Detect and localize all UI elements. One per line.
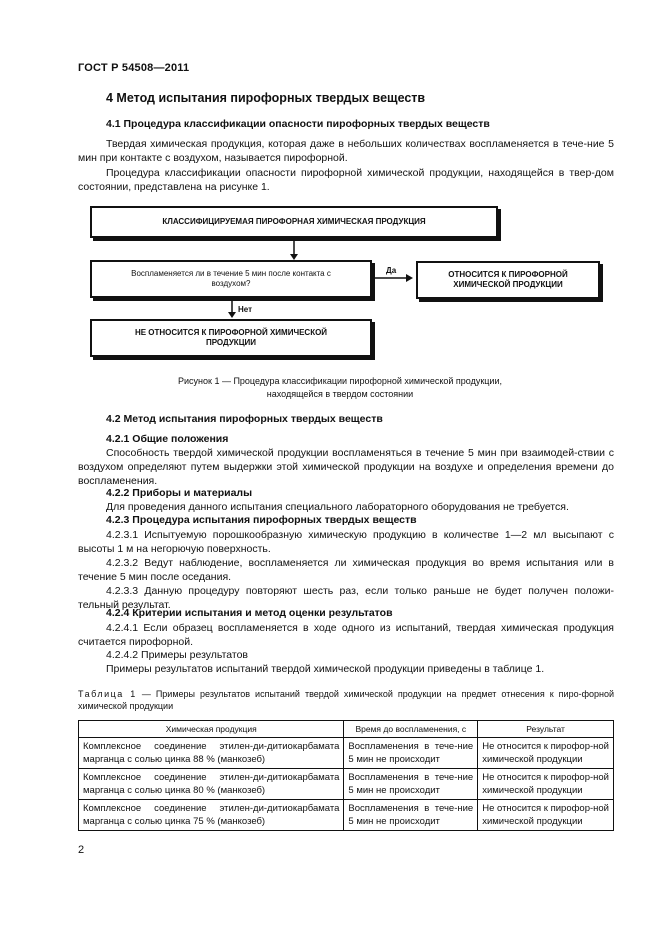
table-1-caption: [78, 688, 614, 712]
flow-label-yes: Да: [386, 266, 397, 275]
section-4-2-2-title: 4.2.2 Приборы и материалы: [106, 487, 253, 499]
page-number: 2: [78, 844, 85, 856]
figure-caption-line-2: находящейся в твердом состоянии: [266, 389, 414, 399]
arrowhead-question-to-no: [228, 312, 236, 318]
flow-box-question: [90, 260, 372, 298]
paragraph-equipment: Для проведения данного испытания специального лабораторного оборудования не требуется.: [106, 501, 569, 513]
paragraph-pyrophoric-definition: Твердая химическая продукция, которая даже в небольших количествах воспламеняется в тече-ние 5 мин при контакте с воздухом, называется пирофорной.: [78, 138, 614, 164]
paragraph-4-2-4-1: 4.2.4.1 Если образец воспламеняется в ходе одного из испытаний, твердая химическая продукция считается пирофорной.: [78, 622, 614, 648]
table-cell-ignition-time: Воспламенения в тече-ние 5 мин не происходит: [344, 738, 478, 769]
results-table: [78, 720, 614, 831]
section-4-1-title: 4.1 Процедура классификации опасности пирофорных твердых веществ: [106, 118, 490, 130]
table-header-ignition-time: Время до воспламенения, с: [344, 721, 478, 738]
section-4-2-4-title: 4.2.4 Критерии испытания и метод оценки результатов: [106, 607, 393, 619]
flow-box-is-pyrophoric: [416, 261, 600, 299]
paragraph-4-2-4-2-title: 4.2.4.2 Примеры результатов: [106, 649, 248, 661]
flow-label-no: Нет: [238, 305, 253, 314]
flow-box-not-pyrophoric: [90, 319, 372, 357]
flow-box-classified-product: КЛАССИФИЦИРУЕМАЯ ПИРОФОРНАЯ ХИМИЧЕСКАЯ ПРОДУКЦИЯ: [90, 206, 498, 238]
paragraph-examples: Примеры результатов испытаний твердой химической продукции приведены в таблице 1.: [106, 663, 545, 675]
table-cell-result: Не относится к пирофор-ной химической продукции: [478, 738, 614, 769]
flow-question-text: Воспламеняется ли в течение 5 мин после контакта с воздухом?: [131, 269, 331, 288]
paragraph-4-2-3-2: 4.2.3.2 Ведут наблюдение, воспламеняется ли химическая продукция во время испытания или в течение 5 мин после оседания.: [78, 557, 614, 583]
figure-caption: [140, 375, 540, 401]
table-cell-product: Комплексное соединение этилен-ди-дитиокарбамата марганца с солью цинка 80 % (манкозеб): [79, 769, 344, 800]
flow-no-result-text: НЕ ОТНОСИТСЯ К ПИРОФОРНОЙ ХИМИЧЕСКОЙ ПРОДУКЦИИ: [134, 328, 328, 347]
table-cell-product: Комплексное соединение этилен-ди-дитиокарбамата марганца с солью цинка 75 % (манкозеб): [79, 800, 344, 831]
table-row: [79, 738, 614, 769]
section-4-title: 4 Метод испытания пирофорных твердых веществ: [106, 91, 426, 105]
table-header-result: Результат: [478, 721, 614, 738]
table-row: [79, 769, 614, 800]
paragraph-general-provisions: Способность твердой химической продукции воспламеняться в течение 5 мин при взаимодей-ствии с воздухом определяют путем выдержки этой химической продукции на воздухе и определения времени до воспламенения.: [78, 447, 614, 487]
table-1-label: Таблица 1: [78, 689, 137, 699]
section-4-2-title: 4.2 Метод испытания пирофорных твердых веществ: [106, 413, 383, 425]
table-cell-ignition-time: Воспламенения в тече-ние 5 мин не происходит: [344, 769, 478, 800]
table-cell-result: Не относится к пирофор-ной химической продукции: [478, 800, 614, 831]
section-4-2-1-title: 4.2.1 Общие положения: [106, 433, 229, 445]
table-1-caption-text: — Примеры результатов испытаний твердой химической продукции на предмет отнесения к пиро-форной химической продукции: [78, 689, 614, 711]
table-cell-result: Не относится к пирофор-ной химической продукции: [478, 769, 614, 800]
table-row: [79, 800, 614, 831]
table-cell-product: Комплексное соединение этилен-ди-дитиокарбамата марганца с солью цинка 88 % (манкозеб): [79, 738, 344, 769]
figure-caption-line-1: Рисунок 1 — Процедура классификации пирофорной химической продукции,: [178, 376, 502, 386]
section-4-2-3-title: 4.2.3 Процедура испытания пирофорных твердых веществ: [106, 514, 417, 526]
paragraph-4-2-3-3: 4.2.3.3 Данную процедуру повторяют шесть раз, если только раньше не будет получен положи-тельный результат.: [78, 585, 614, 611]
standard-number: ГОСТ Р 54508—2011: [78, 62, 190, 74]
table-cell-ignition-time: Воспламенения в тече-ние 5 мин не происходит: [344, 800, 478, 831]
table-header-row: [79, 721, 614, 738]
paragraph-procedure-intro: Процедура классификации опасности пирофорной химической продукции, находящейся в твер-дом состоянии, представлена на рисунке 1.: [78, 167, 614, 193]
arrowhead-question-to-yes: [406, 274, 413, 282]
table-header-product: Химическая продукция: [79, 721, 344, 738]
paragraph-4-2-3-1: 4.2.3.1 Испытуемую порошкообразную химическую продукцию в количестве 1—2 мл высыпают с высоты 1 м на негорючую поверхность.: [78, 529, 614, 555]
flow-yes-result-text: ОТНОСИТСЯ К ПИРОФОРНОЙ ХИМИЧЕСКОЙ ПРОДУКЦИИ: [448, 270, 568, 289]
